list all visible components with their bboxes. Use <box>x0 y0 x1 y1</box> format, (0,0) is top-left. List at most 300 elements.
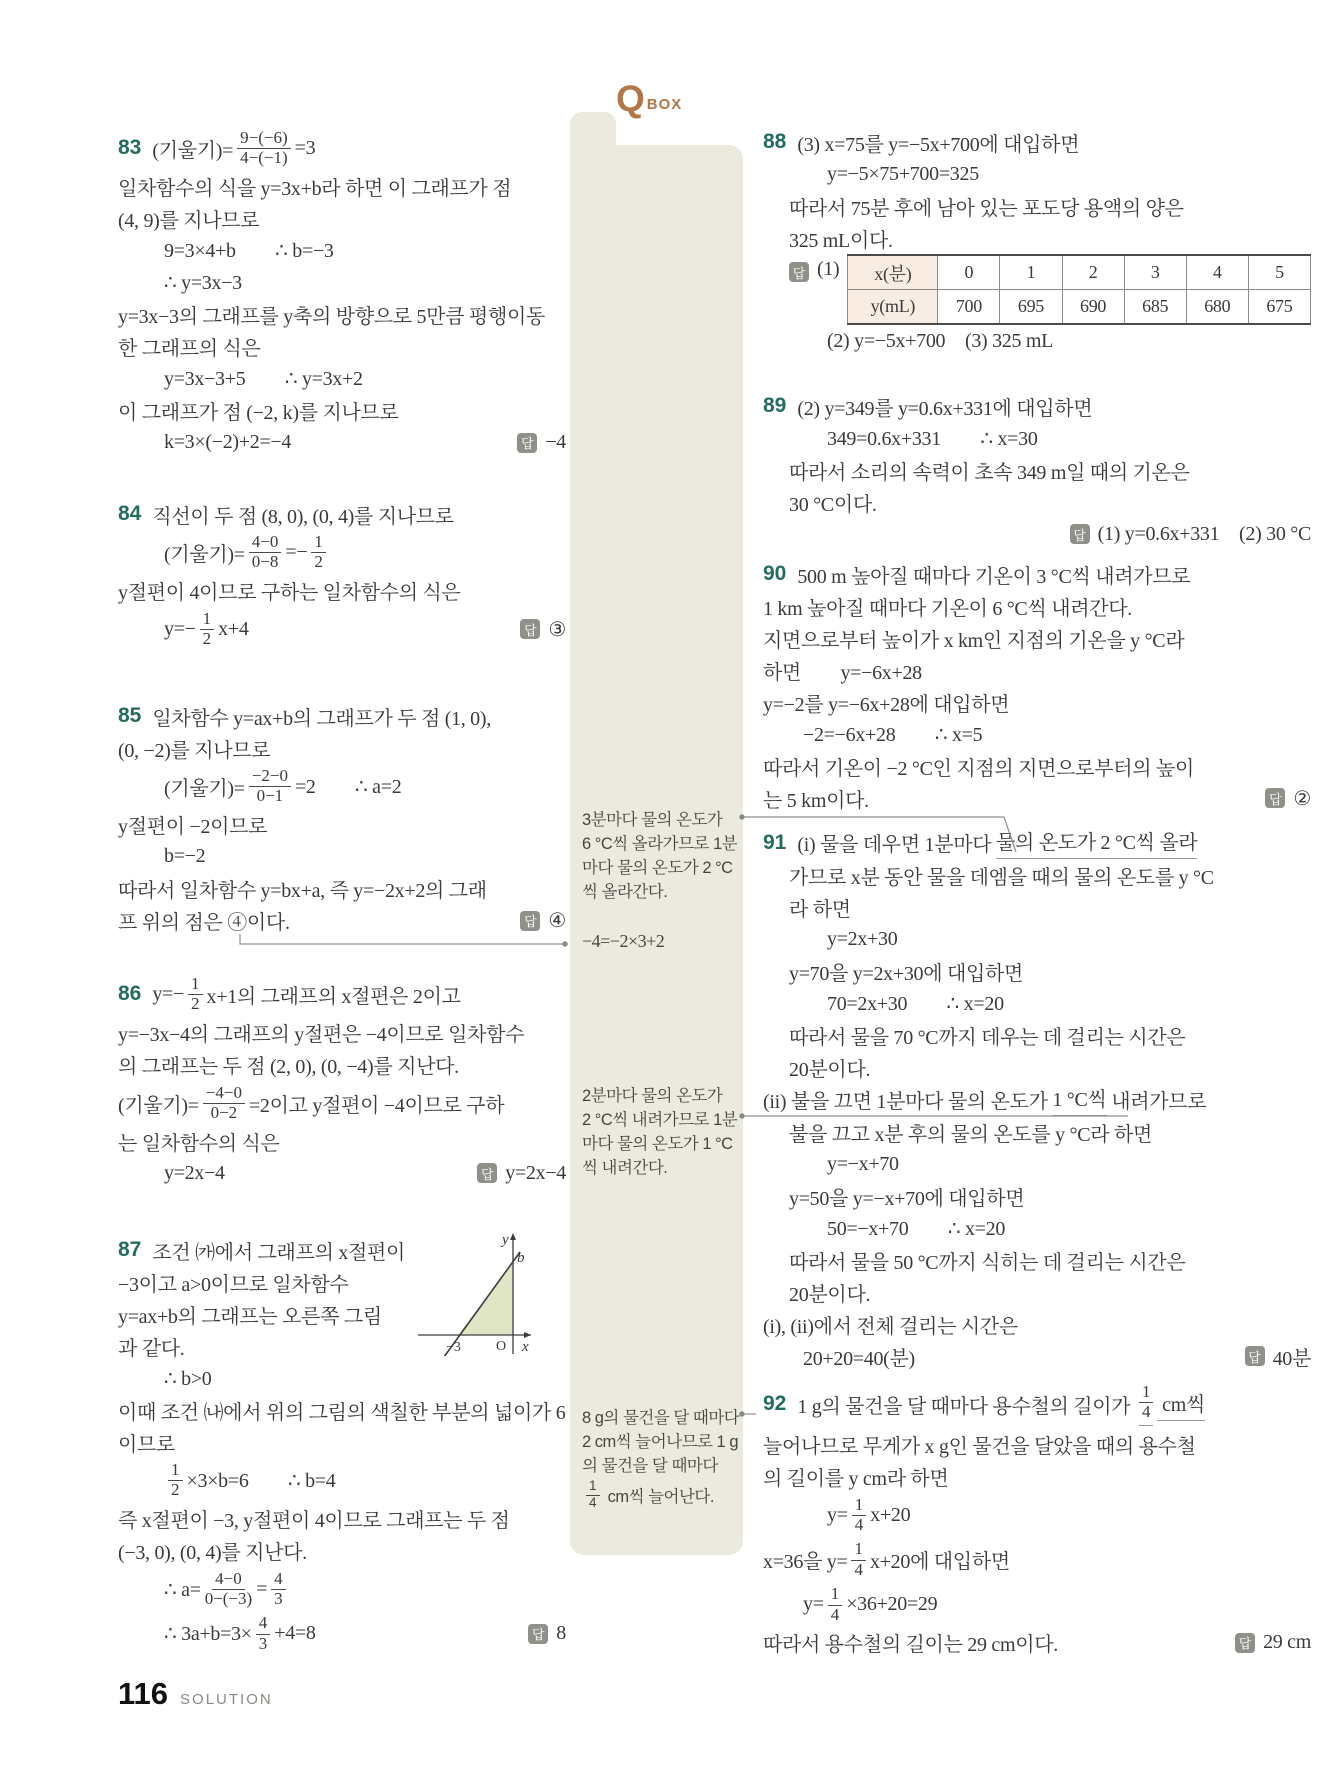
fraction-numerator: −2−0 <box>249 767 291 787</box>
problem-92 <box>763 1380 1311 1659</box>
text-run: 2 °C씩 내려가므로 1분 <box>582 1111 738 1129</box>
fraction-denominator: 0−2 <box>210 1103 238 1123</box>
math-fraction <box>200 610 215 649</box>
text-line <box>763 1083 1311 1116</box>
text-run: x+20 <box>870 1503 911 1526</box>
fraction-denominator: 4 <box>854 1559 863 1579</box>
fraction-denominator: 4 <box>1141 1402 1151 1422</box>
math-fraction <box>203 1084 245 1123</box>
text-run: y= <box>827 1503 848 1526</box>
qbox-note-1 <box>582 806 747 902</box>
text-run: 마다 물의 온도가 1 °C <box>582 1135 733 1153</box>
text-run: (기울기)= <box>164 777 245 800</box>
text-run: 는 일차함수의 식은 <box>118 1132 280 1155</box>
intercept-label: b <box>517 1250 525 1266</box>
text-run: 즉 x절편이 −3, y절편이 4이므로 그래프는 두 점 <box>118 1510 510 1533</box>
fraction-numerator: 1 <box>1139 1383 1154 1403</box>
text-run: ∴ b>0 <box>164 1367 212 1390</box>
text-line <box>763 518 1311 550</box>
math-fraction <box>271 1570 286 1609</box>
text-run: 따라서 소리의 속력이 초속 349 m일 때의 기온은 <box>789 461 1190 484</box>
text-line <box>118 267 566 299</box>
text-line <box>763 987 1311 1019</box>
qbox-note-2 <box>582 930 747 953</box>
text-run: y=− <box>152 982 185 1005</box>
text-run: (기울기)= <box>164 543 245 566</box>
text-run: 씩 내려간다. <box>582 1159 668 1177</box>
callout-underlined-text: 1 °C씩 <box>1052 1083 1106 1116</box>
math-fraction <box>851 1540 866 1579</box>
problem-86 <box>118 972 566 1189</box>
text-run: (2) y=−5x+700 (3) 325 mL <box>827 329 1054 352</box>
fraction-numerator: 1 <box>828 1585 843 1605</box>
answer-value: 40분 <box>1272 1347 1311 1370</box>
text-run: =3 <box>294 136 316 159</box>
text-run: 의 그래프는 두 점 (2, 0), (0, −4)를 지난다. <box>118 1056 459 1079</box>
answer <box>1056 523 1311 546</box>
table-cell: 3 <box>1124 255 1186 290</box>
text-line <box>763 1180 1311 1212</box>
answer-chip: 답 <box>528 1624 548 1644</box>
text-run: 과 같다. <box>118 1337 185 1360</box>
answer-value: y=2x−4 <box>505 1161 566 1184</box>
text-run: y=− <box>164 617 196 640</box>
answer-chip: 답 <box>789 262 809 282</box>
answer <box>503 431 566 454</box>
text-run: (0, −2)를 지나므로 <box>118 739 271 762</box>
text-run: y=ax+b의 그래프는 오른쪽 그림 <box>118 1305 382 1328</box>
answer-value: (1) y=0.6x+331 (2) 30 °C <box>1097 522 1311 545</box>
math-fraction <box>256 1614 271 1653</box>
table-row <box>848 255 1311 290</box>
text-run: =2 ∴ a=2 <box>294 775 402 798</box>
text-line <box>118 1426 566 1458</box>
text-line <box>118 530 566 575</box>
text-line <box>118 764 566 809</box>
text-run: y=3x−3의 그래프를 y축의 방향으로 5만큼 평행이동 <box>118 306 545 329</box>
x-axis-label: x <box>522 1339 529 1355</box>
table-header-cell: x(분) <box>848 255 938 290</box>
text-run: 70=2x+30 ∴ x=20 <box>827 992 1004 1015</box>
text-line <box>582 1404 747 1428</box>
text-run: (2) y=349를 y=0.6x+331에 대입하면 <box>797 397 1093 420</box>
problem-85 <box>118 700 566 937</box>
text-run: y절편이 −2이므로 <box>118 816 268 839</box>
math-fraction <box>852 1496 867 1535</box>
text-run: 내려가므로 <box>1106 1091 1207 1113</box>
callout-underlined-text: cm씩 <box>1157 1388 1205 1421</box>
text-line <box>763 454 1311 486</box>
problem-number: 91 <box>763 830 787 854</box>
text-line <box>763 1244 1311 1276</box>
text-line <box>582 830 747 854</box>
text-line <box>118 873 566 905</box>
text-line <box>763 1429 1311 1461</box>
text-line <box>763 826 1311 859</box>
answer <box>1231 1342 1311 1371</box>
fraction-denominator: 3 <box>274 1589 283 1609</box>
text-line <box>118 1611 566 1656</box>
footer-label: SOLUTION <box>180 1691 273 1708</box>
text-line <box>763 126 1311 158</box>
text-line <box>118 1157 566 1189</box>
text-run: 6 °C씩 올라가므로 1분 <box>582 835 738 853</box>
answer-value: 8 <box>556 1622 566 1645</box>
text-line <box>763 254 1311 325</box>
text-line <box>118 1458 566 1503</box>
text-run: (4, 9)를 지나므로 <box>118 210 260 233</box>
text-run: y=50을 y=−x+70에 대입하면 <box>789 1187 1025 1210</box>
text-line <box>763 750 1311 782</box>
table-cell: 5 <box>1248 255 1310 290</box>
callout-underlined-text: 물의 온도가 2 °C씩 올라 <box>996 826 1197 859</box>
text-run: 따라서 물을 70 °C까지 데우는 데 걸리는 시간은 <box>789 1026 1186 1049</box>
text-line <box>763 1582 1311 1627</box>
fraction-numerator: 1 <box>200 610 215 630</box>
text-run: 늘어나므로 무게가 x g인 물건을 달았을 때의 용수철 <box>763 1436 1196 1459</box>
text-run: 가므로 x분 동안 물을 데엠을 때의 물의 온도를 y °C <box>789 866 1214 889</box>
text-run: cm씩 늘어난다. <box>603 1487 714 1506</box>
fraction-denominator: 2 <box>202 629 212 649</box>
text-run: −3이고 a>0이므로 일차함수 <box>118 1273 349 1296</box>
fraction-denominator: 4 <box>854 1515 864 1535</box>
text-run: x=36을 y= <box>763 1551 848 1574</box>
text-run: 8 g의 물건을 달 때마다 <box>582 1409 740 1427</box>
text-line <box>763 590 1311 622</box>
text-run: 마다 물의 온도가 2 °C <box>582 859 733 877</box>
answer-chip: 답 <box>1070 524 1090 544</box>
answer <box>1221 1631 1311 1654</box>
text-line <box>763 718 1311 750</box>
answer-chip: 답 <box>520 911 540 931</box>
math-fraction <box>168 1461 183 1500</box>
text-line <box>118 1503 566 1535</box>
text-line <box>582 1476 747 1513</box>
answer-chip: 답 <box>520 619 540 639</box>
math-fraction <box>586 1479 600 1510</box>
problem-90 <box>763 558 1311 814</box>
text-run: y절편이 4이므로 구하는 일차함수의 식은 <box>118 582 461 605</box>
text-line <box>118 972 566 1017</box>
text-run: 30 °C이다. <box>789 493 877 516</box>
text-run: 한 그래프의 식은 <box>118 338 261 361</box>
fraction-numerator: 1 <box>852 1496 867 1516</box>
table-cell: 0 <box>938 255 1000 290</box>
text-line <box>118 575 566 607</box>
fraction-numerator: 4 <box>271 1570 286 1590</box>
fraction-denominator: 0−1 <box>256 786 284 806</box>
math-fraction <box>828 1585 843 1624</box>
text-line <box>763 1380 1311 1429</box>
text-line <box>118 1567 566 1612</box>
text-run: y=2x+30 <box>827 927 898 950</box>
left-column <box>118 0 566 1772</box>
text-run: y=2x−4 <box>164 1161 225 1184</box>
text-line <box>582 1428 747 1452</box>
text-run: 프 위의 점은 ④이다. <box>118 912 290 935</box>
text-line <box>763 1627 1311 1659</box>
y-axis-label: y <box>502 1232 509 1248</box>
table-header-cell: y(mL) <box>848 290 938 325</box>
fraction-denominator: 2 <box>191 994 200 1014</box>
answer <box>1251 786 1311 811</box>
text-run: 20분이다. <box>789 1283 871 1306</box>
text-run: 1 km 높아질 때마다 기온이 6 °C씩 내려간다. <box>763 597 1132 620</box>
text-line <box>118 732 566 764</box>
text-run: x+20에 대입하면 <box>869 1551 1010 1574</box>
answer-part-label: (1) <box>817 258 840 280</box>
text-run: y=−3x−4의 그래프의 y절편은 −4이므로 일차함수 <box>118 1024 525 1047</box>
text-run: x+1의 그래프의 x절편은 2이고 <box>206 985 461 1008</box>
answer-value: ④ <box>548 910 566 933</box>
fraction-denominator: 2 <box>314 552 323 572</box>
text-line <box>118 1017 566 1049</box>
text-line <box>118 363 566 395</box>
fraction-numerator: 4−0 <box>249 533 282 553</box>
text-line <box>763 1116 1311 1148</box>
text-run: b=−2 <box>164 845 206 868</box>
problem-number: 87 <box>118 1238 142 1261</box>
text-line <box>763 923 1311 955</box>
text-line <box>763 1212 1311 1244</box>
table-cell: 700 <box>938 290 1000 325</box>
text-run: −4=−2×3+2 <box>582 931 665 951</box>
text-run: 따라서 일차함수 y=bx+a, 즉 y=−2x+2의 그래 <box>118 880 487 903</box>
problem-88 <box>763 126 1311 357</box>
answer-chip: 답 <box>477 1163 497 1183</box>
math-fraction <box>1139 1383 1154 1426</box>
text-line <box>118 700 566 732</box>
text-run: 따라서 75분 후에 남아 있는 포도당 용액의 양은 <box>789 197 1184 220</box>
qbox-logo-text: BOX <box>646 96 683 113</box>
text-line <box>118 1298 566 1330</box>
text-run: y=−5×75+700=325 <box>827 162 979 185</box>
text-line <box>582 1154 747 1178</box>
text-line <box>118 1362 566 1394</box>
math-fraction <box>205 1570 253 1609</box>
fraction-denominator: 4−(−1) <box>240 148 288 168</box>
answer-chip: 답 <box>517 433 537 453</box>
text-run: ×36+20=29 <box>846 1593 938 1616</box>
problem-number: 85 <box>118 704 142 727</box>
text-line <box>582 1106 747 1130</box>
text-line <box>582 878 747 902</box>
text-line <box>763 891 1311 923</box>
text-run: ×3×b=6 ∴ b=4 <box>186 1469 336 1492</box>
answer <box>506 908 566 933</box>
text-run: y=70을 y=2x+30에 대입하면 <box>789 962 1024 985</box>
math-fraction <box>249 533 282 572</box>
text-line <box>118 427 566 459</box>
text-line <box>582 1130 747 1154</box>
text-line <box>118 841 566 873</box>
text-run: = <box>256 1577 268 1600</box>
math-fraction <box>188 975 203 1014</box>
text-run: 의 물건을 달 때마다 <box>582 1457 718 1475</box>
problem-83 <box>118 126 566 459</box>
text-run: 2 cm씩 늘어나므로 1 g <box>582 1433 738 1451</box>
text-run: 지면으로부터 높이가 x km인 지점의 기온을 y °C라 <box>763 629 1185 652</box>
text-line <box>763 1340 1311 1372</box>
fraction-numerator: 1 <box>168 1461 183 1481</box>
table-cell: 1 <box>1000 255 1062 290</box>
table-cell: 675 <box>1248 290 1310 325</box>
text-line <box>118 331 566 363</box>
fraction-numerator: 1 <box>851 1540 866 1560</box>
answer-chip: 답 <box>1245 1346 1265 1366</box>
text-line <box>763 190 1311 222</box>
qbox-note-3 <box>582 1082 747 1178</box>
text-run: 의 길이를 y cm라 하면 <box>763 1468 949 1491</box>
text-line <box>118 607 566 652</box>
text-line <box>763 1308 1311 1340</box>
text-run: 직선이 두 점 (8, 0), (0, 4)를 지나므로 <box>152 505 454 528</box>
table-body <box>848 255 1311 324</box>
text-run: 따라서 용수철의 길이는 29 cm이다. <box>763 1634 1058 1657</box>
text-run: −2=−6x+28 ∴ x=5 <box>803 723 983 746</box>
qbox-note-4 <box>582 1404 747 1513</box>
text-run: k=3×(−2)+2=−4 <box>164 431 292 454</box>
text-run: (기울기)= <box>118 1094 199 1117</box>
text-line <box>118 905 566 937</box>
text-line <box>118 171 566 203</box>
text-run: (기울기)= <box>152 139 234 162</box>
text-line <box>763 955 1311 987</box>
text-run: (ii) 불을 끄면 1분마다 물의 온도가 <box>763 1091 1053 1113</box>
text-run: y=3x−3+5 ∴ y=3x+2 <box>164 368 363 391</box>
text-line <box>763 1276 1311 1308</box>
problem-84 <box>118 498 566 651</box>
text-line <box>118 299 566 331</box>
fraction-numerator: 1 <box>188 975 203 995</box>
text-run: (i) 물을 데우면 1분마다 <box>797 834 996 856</box>
text-line <box>118 1394 566 1426</box>
text-run: =2이고 y절편이 −4이므로 구하 <box>248 1094 505 1117</box>
text-line <box>763 422 1311 454</box>
text-line <box>118 395 566 427</box>
text-run: 50=−x+70 ∴ x=20 <box>827 1217 1006 1240</box>
answer-chip: 답 <box>1265 788 1285 808</box>
text-line <box>763 859 1311 891</box>
text-line <box>582 930 747 953</box>
text-line <box>582 1452 747 1476</box>
table-cell: 695 <box>1000 290 1062 325</box>
text-line <box>582 806 747 830</box>
fraction-numerator: 4 <box>256 1614 271 1634</box>
text-line <box>118 235 566 267</box>
qbox-logo <box>616 80 682 117</box>
text-line <box>118 1081 566 1126</box>
text-line <box>582 854 747 878</box>
answer <box>506 617 566 642</box>
text-run: 라 하면 <box>789 898 851 921</box>
text-run: 3분마다 물의 온도가 <box>582 811 723 829</box>
answer-value: −4 <box>545 431 566 454</box>
table-cell: 680 <box>1186 290 1248 325</box>
answer-value: 29 cm <box>1263 1631 1311 1654</box>
text-line <box>763 782 1311 814</box>
fraction-denominator: 0−(−3) <box>204 1589 253 1609</box>
text-line <box>763 1148 1311 1180</box>
origin-label: O <box>496 1339 507 1354</box>
text-line <box>763 686 1311 718</box>
answer-value: ② <box>1293 787 1311 810</box>
text-line <box>582 1082 747 1106</box>
text-line <box>763 158 1311 190</box>
fraction-numerator: 1 <box>311 533 326 553</box>
text-run: 325 mL이다. <box>789 229 893 252</box>
problem-number: 86 <box>118 982 142 1006</box>
text-run: 일차함수의 식을 y=3x+b라 하면 이 그래프가 점 <box>118 178 512 201</box>
text-run: (−3, 0), (0, 4)를 지난다. <box>118 1542 307 1565</box>
text-line <box>763 1051 1311 1083</box>
table-cell: 4 <box>1186 255 1248 290</box>
fraction-denominator: 3 <box>258 1633 268 1653</box>
text-run: y=−2를 y=−6x+28에 대입하면 <box>763 693 1010 716</box>
text-run: 따라서 물을 50 °C까지 식히는 데 걸리는 시간은 <box>789 1251 1186 1274</box>
problem-89 <box>763 390 1311 550</box>
answer <box>514 1622 566 1645</box>
text-run: 불을 끄고 x분 후의 물의 온도를 y °C라 하면 <box>789 1123 1153 1146</box>
text-line <box>763 654 1311 686</box>
fraction-denominator: 0−8 <box>251 552 279 572</box>
problem-91 <box>763 826 1311 1372</box>
problem-87 <box>118 1234 566 1656</box>
text-run: 500 m 높아질 때마다 기온이 3 °C씩 내려가므로 <box>797 565 1191 588</box>
solution-table <box>847 254 1311 325</box>
problem-number: 84 <box>118 502 142 525</box>
problem-number: 89 <box>763 394 787 417</box>
table-row <box>848 290 1311 325</box>
math-fraction <box>237 129 291 168</box>
text-line <box>118 1535 566 1567</box>
fraction-numerator: 4−0 <box>212 1570 245 1590</box>
text-run: 따라서 기온이 −2 °C인 지점의 지면으로부터의 높이 <box>763 757 1194 780</box>
text-run: 하면 y=−6x+28 <box>763 661 922 684</box>
math-fraction <box>311 533 326 572</box>
text-run: 일차함수 y=ax+b의 그래프가 두 점 (1, 0), <box>152 707 491 730</box>
text-line <box>118 1266 566 1298</box>
answer <box>463 1162 566 1185</box>
text-run: 9=3×4+b ∴ b=−3 <box>164 240 334 263</box>
text-line <box>118 809 566 841</box>
text-line <box>118 1125 566 1157</box>
math-fraction <box>249 767 291 806</box>
text-run: 이므로 <box>118 1433 176 1456</box>
text-run: 는 5 km이다. <box>763 789 869 812</box>
text-run: y=−x+70 <box>827 1152 899 1175</box>
text-run: ∴ a= <box>164 1578 201 1601</box>
text-line <box>763 1019 1311 1051</box>
text-run: ∴ 3a+b=3× <box>164 1623 252 1646</box>
table-cell: 690 <box>1062 290 1124 325</box>
text-run: y= <box>803 1593 824 1616</box>
answer-value: ③ <box>548 618 566 641</box>
text-line <box>118 126 566 171</box>
x-tick-label: −3 <box>446 1340 461 1355</box>
text-run: (i), (ii)에서 전체 걸리는 시간은 <box>763 1315 1018 1338</box>
problem-number: 88 <box>763 130 787 153</box>
problem-number: 90 <box>763 562 787 585</box>
text-run: 이 그래프가 점 (−2, k)를 지나므로 <box>118 402 399 425</box>
text-line <box>763 222 1311 254</box>
text-line <box>118 498 566 530</box>
page-number: 116 <box>118 1676 169 1711</box>
text-line <box>763 622 1311 654</box>
fraction-numerator: −4−0 <box>203 1084 245 1104</box>
text-run: 20+20=40(분) <box>803 1347 915 1370</box>
text-run: =− <box>285 540 308 563</box>
